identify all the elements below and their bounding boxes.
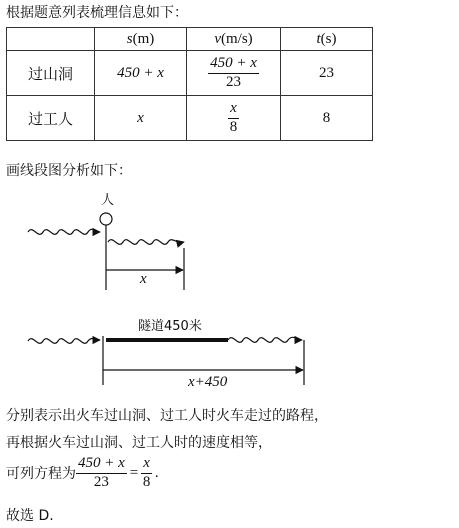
cell-distance-tunnel: 450 + x: [95, 51, 187, 96]
row-label-worker: 过工人: [7, 96, 95, 141]
train-wavy-line: [28, 338, 100, 343]
distance-x-label: x: [140, 271, 147, 287]
header-s: s(m): [95, 28, 187, 51]
equation-lhs-fraction: $\frac{450 + x}{23}$: [78, 455, 125, 490]
answer-text: 故选 D.: [6, 508, 54, 524]
train-exit-wavy-line: [228, 337, 302, 342]
cell-speed-worker: $\frac{x}{8}$: [187, 96, 281, 141]
cell-distance-worker: x: [95, 96, 187, 141]
conclusion-line-1: 分别表示出火车过山洞、过工人时火车走过的路程，: [6, 408, 328, 424]
cell-speed-tunnel: $\frac{450 + x}{23}$: [187, 51, 281, 96]
cell-time-tunnel: 23: [281, 51, 373, 96]
header-v: v(m/s): [187, 28, 281, 51]
tunnel-label: 隧道450米: [138, 319, 202, 334]
train-moved-wavy-line: [108, 240, 184, 245]
person-label: 人: [101, 193, 115, 208]
header-t: t(s): [281, 28, 373, 51]
worker-icon: [100, 213, 112, 225]
equation-line: [6, 456, 162, 491]
distance-x450-label: x+450: [188, 374, 228, 390]
worker-diagram: [28, 193, 184, 290]
conclusion-line-2: 再根据火车过山洞、过工人时的速度相等，: [6, 435, 272, 451]
equation-end: .: [154, 464, 159, 481]
cell-time-worker: 8: [281, 96, 373, 141]
equation-rhs-fraction: $\frac{x}{8}$: [142, 455, 151, 490]
train-wavy-line: [28, 229, 100, 234]
equation-equals: =: [129, 464, 139, 481]
tunnel-diagram: [28, 318, 304, 390]
intro-text: 根据题意列表梳理信息如下：: [6, 5, 188, 21]
equation-prefix: 可列方程为: [6, 466, 76, 483]
row-label-tunnel: 过山洞: [7, 51, 95, 96]
diagram-intro-text: 画线段图分析如下：: [6, 163, 132, 179]
